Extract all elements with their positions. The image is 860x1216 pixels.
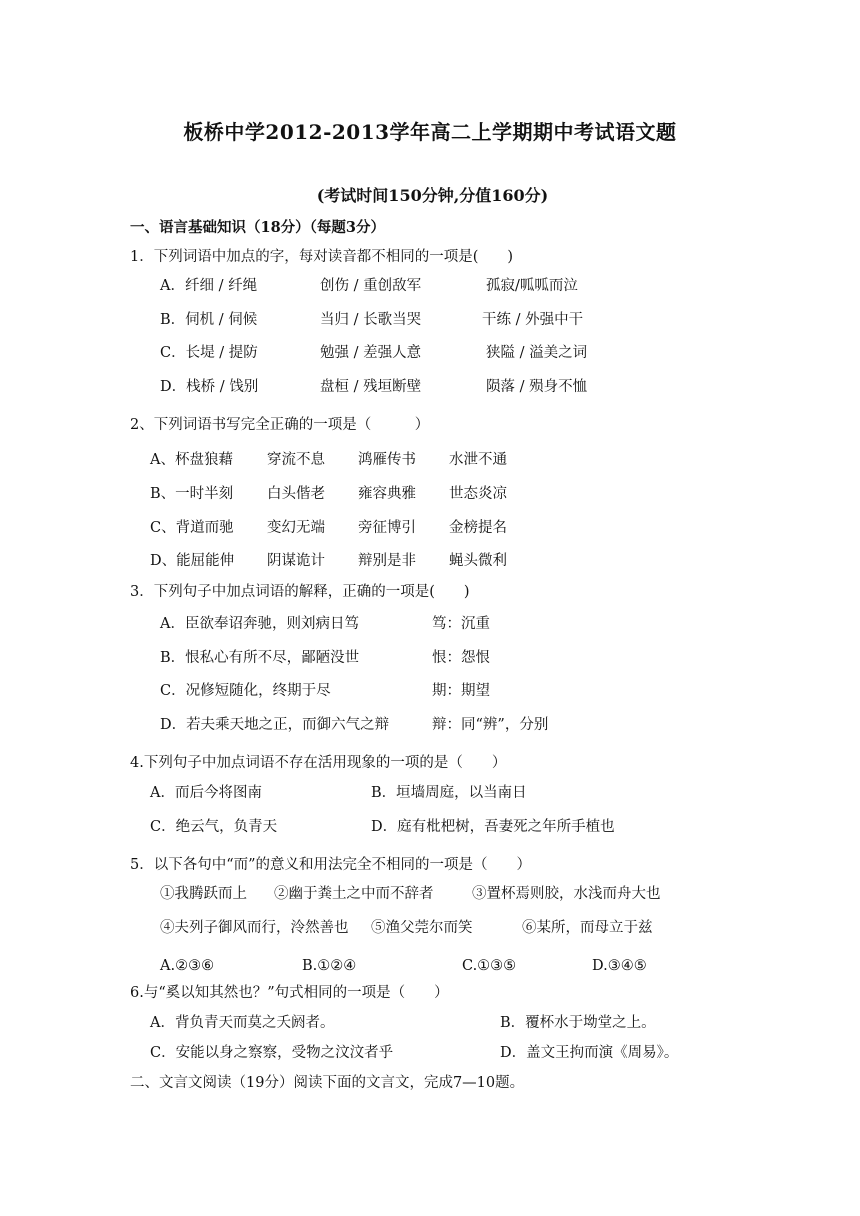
- option-c-word-4: 金榜提名: [449, 520, 507, 536]
- option-d: D．庭有枇杷树，吾妻死之年所手植也: [371, 819, 615, 835]
- option-c: C．安能以身之察察，受物之汶汶者乎: [150, 1045, 394, 1061]
- option-c: C．绝云气，负青天: [150, 819, 278, 835]
- option-c-pair-2: 勉强 / 差强人意: [320, 345, 422, 361]
- sentence-item: ②幽于粪土之中而不辞者: [274, 886, 434, 902]
- sentence-item: ⑥某所，而母立于兹: [522, 920, 653, 936]
- option-d: D．栈桥 / 饯别: [160, 379, 259, 395]
- sentence-item: ③置杯焉则胶，水浅而舟大也: [472, 886, 661, 902]
- option-c: C、背道而驰: [150, 520, 234, 536]
- option-c: C．况修短随化，终期于尽: [160, 683, 331, 699]
- option-a: A．而后今将图南: [150, 785, 262, 801]
- exam-info: (考试时间150分钟,分值160分): [316, 186, 549, 205]
- option-c-gloss: 期：期望: [432, 683, 490, 699]
- question-stem: 5．以下各句中“而”的意义和用法完全不相同的一项是（ ）: [130, 857, 532, 873]
- option-b-word-2: 白头偕老: [267, 486, 325, 502]
- question-stem: 3．下列句子中加点词语的解释，正确的一项是( ): [130, 584, 470, 600]
- option-b: B．覆杯水于坳堂之上。: [500, 1015, 656, 1031]
- option-d-word-2: 阴谋诡计: [267, 553, 325, 569]
- option-b-word-3: 雍容典雅: [358, 486, 416, 502]
- option-d-gloss: 辩：同“辨”，分别: [432, 717, 549, 733]
- option-d-pair-2: 盘桓 / 残垣断壁: [320, 379, 422, 395]
- option-c-word-3: 旁征博引: [358, 520, 416, 536]
- option-a-word-4: 水泄不通: [449, 452, 507, 468]
- question-stem: 2、下列词语书写完全正确的一项是（ ）: [130, 417, 430, 433]
- option-a-gloss: 笃：沉重: [432, 616, 490, 632]
- option-b: B．伺机 / 伺候: [160, 312, 258, 328]
- option-c-pair-3: 狭隘 / 溢美之词: [486, 345, 588, 361]
- option-b: B.①②④: [302, 958, 357, 974]
- option-a: A．背负青天而莫之夭阏者。: [150, 1015, 335, 1031]
- option-b: B．垣墙周庭，以当南日: [371, 785, 527, 801]
- option-b: B．恨私心有所不尽，鄙陋没世: [160, 650, 360, 666]
- option-b-gloss: 恨：怨恨: [432, 650, 490, 666]
- option-d-word-3: 辩别是非: [358, 553, 416, 569]
- option-a: A、杯盘狼藉: [150, 452, 233, 468]
- option-a: A．纤细 / 纤绳: [160, 278, 258, 294]
- question-stem: 4.下列句子中加点词语不存在活用现象的一项的是（ ）: [130, 755, 507, 771]
- option-b-word-4: 世态炎凉: [449, 486, 507, 502]
- option-d-pair-3: 陨落 / 殒身不恤: [486, 379, 588, 395]
- sentence-item: ④夫列子御风而行，泠然善也: [160, 920, 349, 936]
- option-c: C．长堤 / 提防: [160, 345, 258, 361]
- option-b: B、一时半刻: [150, 486, 234, 502]
- sentence-item: ⑤渔父莞尔而笑: [371, 920, 473, 936]
- option-a: A.②③⑥: [160, 958, 215, 974]
- option-c: C.①③⑤: [462, 958, 517, 974]
- question-stem: 6.与“奚以知其然也？”句式相同的一项是（ ）: [130, 985, 449, 1001]
- option-d: D．若夫乘天地之正，而御六气之辩: [160, 717, 390, 733]
- option-a-word-2: 穿流不息: [267, 452, 325, 468]
- sentence-item: ①我腾跃而上: [160, 886, 247, 902]
- page-title: 板桥中学2012-2013学年高二上学期期中考试语文题: [183, 120, 677, 144]
- option-a-word-3: 鸿雁传书: [358, 452, 416, 468]
- option-d-word-4: 蝇头微利: [449, 553, 507, 569]
- option-b-pair-3: 干练 / 外强中干: [482, 312, 584, 328]
- question-stem: 1．下列词语中加点的字，每对读音都不相同的一项是( ): [130, 249, 514, 265]
- option-d: D.③④⑤: [592, 958, 647, 974]
- section-heading: 一、语言基础知识（18分）（每题3分）: [130, 219, 386, 236]
- option-a-pair-3: 孤寂/呱呱而泣: [486, 278, 578, 294]
- option-b-pair-2: 当归 / 长歌当哭: [320, 312, 422, 328]
- option-d: D、能屈能伸: [150, 553, 235, 569]
- section-heading: 二、文言文阅读（19分）阅读下面的文言文，完成7—10题。: [130, 1075, 525, 1091]
- option-a-pair-2: 创伤 / 重创敌军: [320, 278, 422, 294]
- option-c-word-2: 变幻无端: [267, 520, 325, 536]
- option-a: A．臣欲奉诏奔驰，则刘病日笃: [160, 616, 359, 632]
- option-d: D．盖文王拘而演《周易》。: [500, 1045, 679, 1061]
